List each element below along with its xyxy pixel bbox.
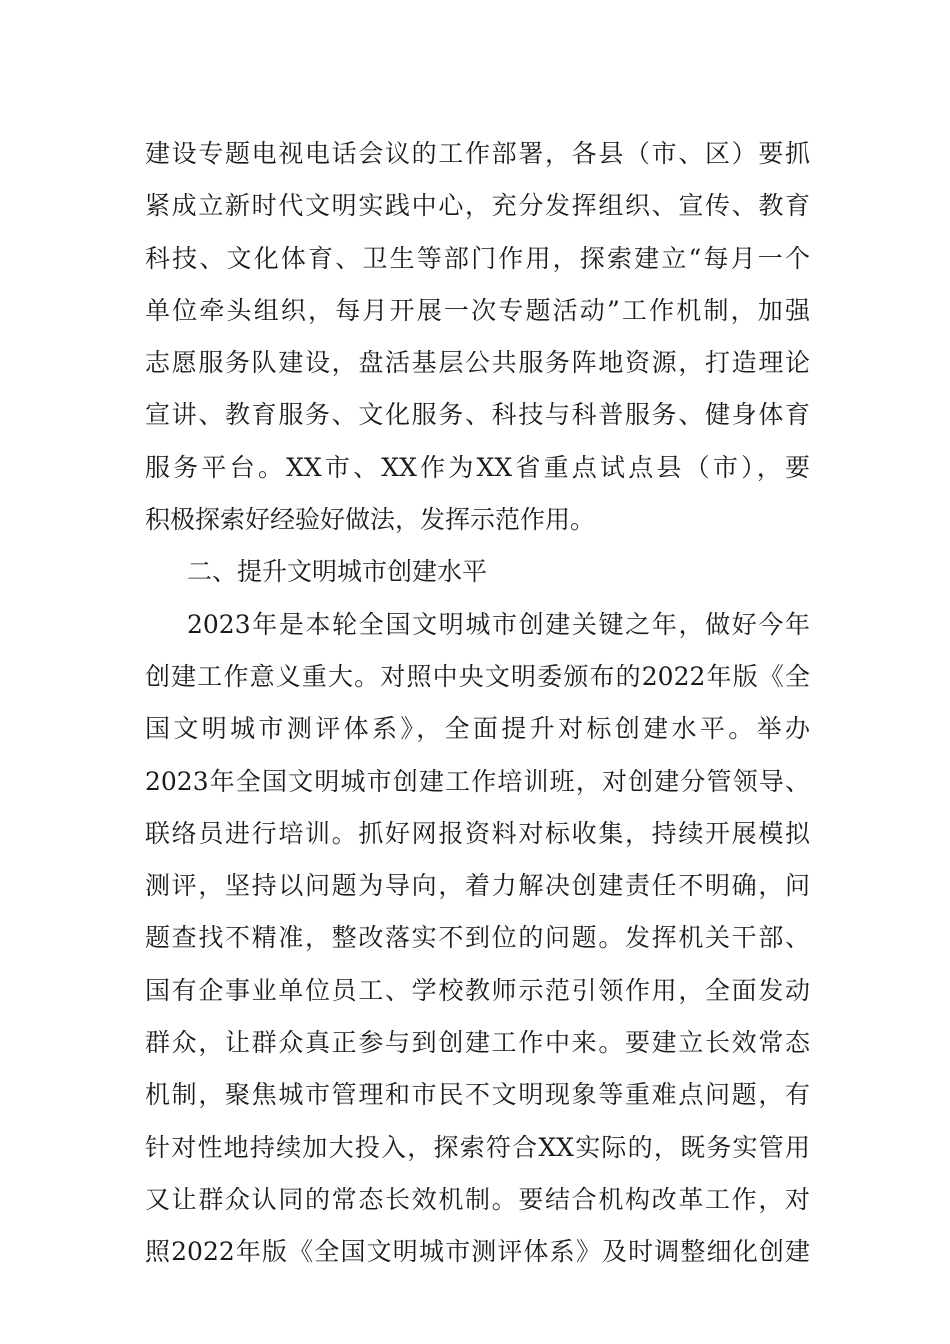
text-line: 紧成立新时代文明实践中心，充分发挥组织、宣传、教育 [145,191,810,221]
text-line: 联络员进行培训。抓好网报资料对标收集，持续开展模拟 [145,818,810,848]
text-line: 机制，聚焦城市管理和市民不文明现象等重难点问题，有 [145,1080,810,1110]
text-line: 群众，让群众真正参与到创建工作中来。要建立长效常态 [145,1028,810,1058]
text-line: 积极探索好经验好做法，发挥示范作用。 [145,505,596,535]
text-line: 2023年全国文明城市创建工作培训班，对创建分管领导、 [145,766,810,796]
text-line: 2023年是本轮全国文明城市创建关键之年，做好今年 [187,609,810,639]
text-line: 创建工作意义重大。对照中央文明委颁布的2022年版《全 [145,661,810,691]
text-line: 服务平台。XX市、XX作为XX省重点试点县（市），要 [145,452,810,482]
text-line: 题查找不精准，整改落实不到位的问题。发挥机关干部、 [145,923,810,953]
text-line: 照2022年版《全国文明城市测评体系》及时调整细化创建 [145,1237,810,1267]
paragraph-2 [145,599,810,1279]
text-line: 宣讲、教育服务、文化服务、科技与科普服务、健身体育 [145,400,810,430]
text-line: 又让群众认同的常态长效机制。要结合机构改革工作，对 [145,1184,810,1214]
text-line: 针对性地持续加大投入，探索符合XX实际的，既务实管用 [145,1132,810,1162]
document-body [145,128,810,1279]
paragraph-1 [145,128,810,546]
text-line: 国文明城市测评体系》，全面提升对标创建水平。举办 [145,714,810,744]
text-line: 测评，坚持以问题为导向，着力解决创建责任不明确，问 [145,871,810,901]
section-heading: 二、提升文明城市创建水平 [187,557,488,587]
text-line: 志愿服务队建设，盘活基层公共服务阵地资源，打造理论 [145,348,810,378]
text-line: 国有企事业单位员工、学校教师示范引领作用，全面发动 [145,975,810,1005]
text-line: 科技、文化体育、卫生等部门作用，探索建立“每月一个 [145,243,810,273]
text-line: 单位牵头组织，每月开展一次专题活动”工作机制，加强 [145,295,810,325]
text-line: 建设专题电视电话会议的工作部署，各县（市、区）要抓 [145,139,810,168]
